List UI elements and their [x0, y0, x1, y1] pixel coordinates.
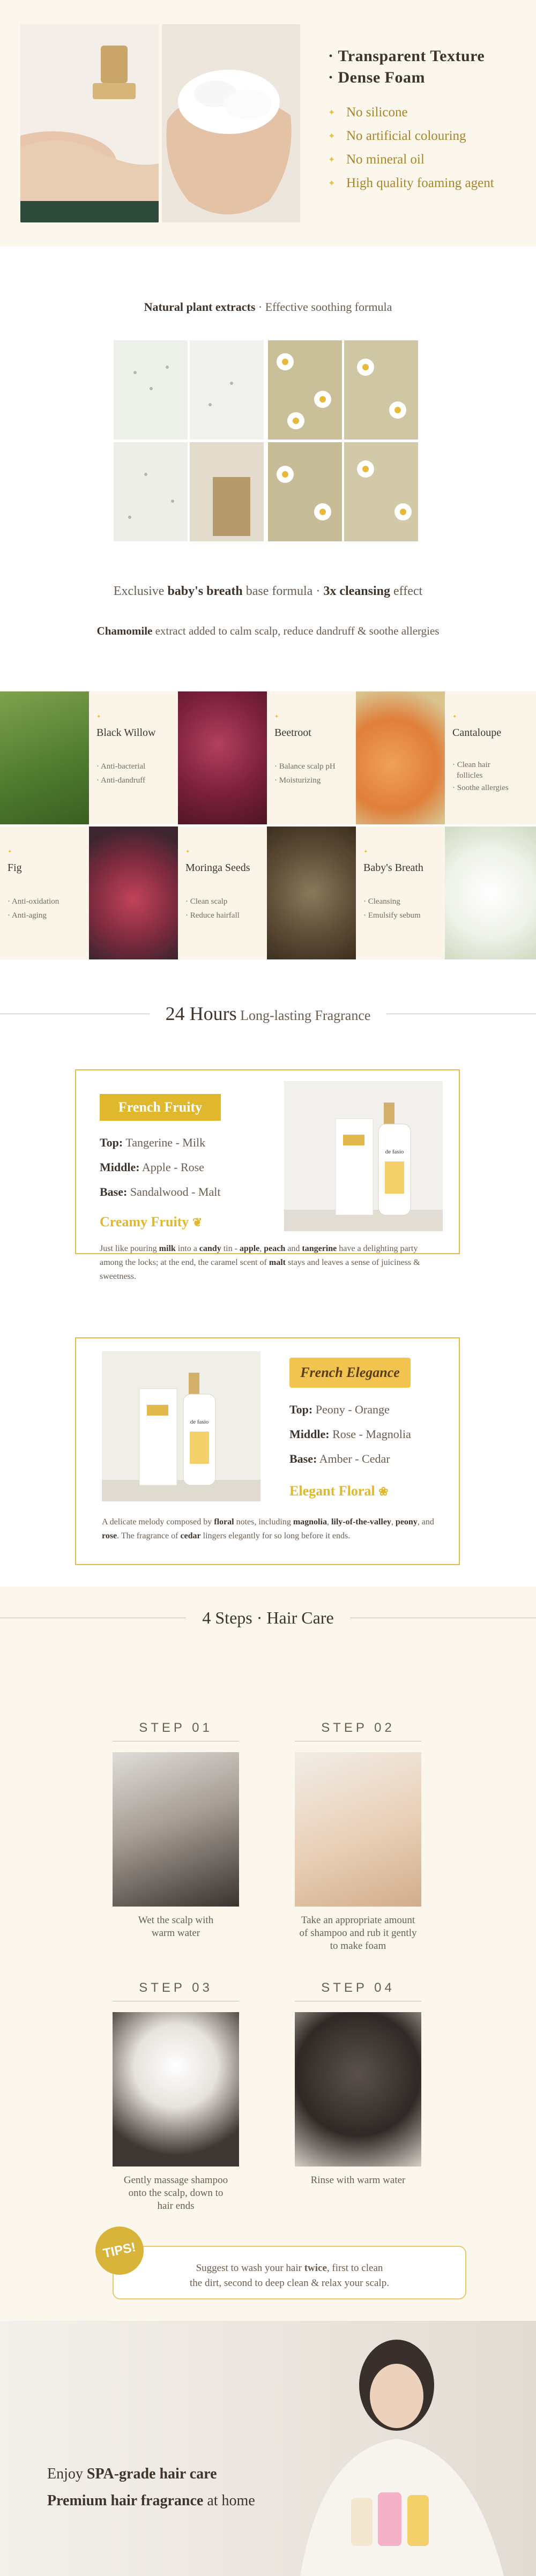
leaf-icon: ❦	[192, 1216, 203, 1229]
step-card	[295, 1721, 421, 1953]
note-base: Base: Amber - Cedar	[289, 1452, 390, 1465]
step-caption: Take an appropriate amount of shampoo and rub it gently to make foam	[299, 1915, 417, 1952]
ingredient-name: Cantaloupe	[452, 727, 502, 739]
step-caption: Wet the scalp with warm water	[138, 1915, 214, 1939]
note-top: Top: Peony - Orange	[289, 1403, 390, 1416]
tips-badge: TIPS!	[91, 2222, 148, 2280]
product-bottle-photo	[102, 1351, 260, 1501]
desc-text: have a delighting party among the locks; at the end, the caramel scent of	[100, 1244, 418, 1267]
hair-care-steps-section	[0, 1587, 536, 2321]
ingredient-benefit: · Anti-dandruff	[96, 776, 145, 785]
foam-in-hands-photo	[162, 24, 300, 222]
fragrance-description	[100, 1242, 437, 1284]
step-card	[295, 1981, 421, 2187]
feature-list	[328, 101, 494, 195]
step-label: STEP 04	[295, 1981, 421, 2001]
desc-text: into a	[175, 1244, 199, 1253]
ingredient-name: Black Willow	[96, 727, 156, 739]
ingredient-card-cantaloupe	[445, 691, 536, 824]
tips-box: Suggest to wash your hair twice, first to clean the dirt, second to deep clean & relax your scalp.	[113, 2246, 466, 2299]
feature-item: ✦ High quality foaming agent	[328, 176, 494, 190]
step-card	[113, 1981, 239, 2213]
desc-text: , and	[417, 1517, 434, 1527]
desc-text: tin -	[221, 1244, 240, 1253]
step-caption: Gently massage shampoo onto the scalp, down to hair ends	[123, 2175, 228, 2212]
feature-title-2: · Dense Foam	[328, 69, 425, 86]
sparkle-icon: ✦	[328, 179, 336, 188]
desc-text: A delicate melody composed by	[102, 1517, 214, 1527]
note-middle: Middle: Apple - Rose	[100, 1160, 204, 1174]
pump-bottle-hand-photo	[20, 24, 159, 222]
ingredient-name: Fig	[8, 862, 22, 874]
feature-item: ✦ No silicone	[328, 105, 408, 120]
ingredients-grid	[0, 691, 536, 959]
highlight-word: candy	[199, 1244, 221, 1253]
ingredient-benefit: · Cleansing	[363, 897, 400, 906]
highlight-word: milk	[159, 1244, 176, 1253]
foam-hands-illustration	[162, 24, 300, 222]
highlight-word: apple	[239, 1244, 260, 1253]
highlight-word: rose	[102, 1531, 117, 1540]
texture-section	[0, 0, 536, 247]
moringa-seeds-photo	[267, 827, 356, 959]
ingredient-benefit: · Clean scalp	[185, 897, 228, 906]
fragrance-accent: Creamy Fruity ❦	[100, 1214, 203, 1230]
black-willow-photo	[0, 691, 89, 824]
feature-item: ✦ No mineral oil	[328, 152, 425, 167]
highlight-word: lily-of-the-valley	[331, 1517, 391, 1527]
ingredient-card-beetroot	[267, 691, 356, 824]
highlight-word: cedar	[180, 1531, 201, 1540]
ingredient-name: Moringa Seeds	[185, 862, 250, 874]
step-label: STEP 02	[295, 1721, 421, 1741]
beetroot-photo	[178, 691, 267, 824]
sparkle-icon: ✦	[328, 108, 336, 117]
ingredient-benefit: · Balance scalp pH	[274, 762, 336, 771]
sparkle-icon: ✦	[185, 849, 190, 855]
desc-text: ,	[326, 1517, 331, 1527]
note-base: Base: Sandalwood - Malt	[100, 1185, 221, 1198]
desc-text: Just like pouring	[100, 1244, 159, 1253]
desc-text: notes, including	[234, 1517, 293, 1527]
fragrance-tag: French Elegance	[289, 1358, 411, 1388]
desc-text: ,	[259, 1244, 264, 1253]
ingredient-benefit: · Reduce hairfall	[185, 911, 240, 920]
pump-hand-illustration	[20, 24, 159, 222]
lotus-icon: ❀	[378, 1485, 389, 1498]
formula-line-1: Exclusive baby's breath base formula · 3x cleansing effect	[113, 584, 423, 598]
fragrance-accent: Elegant Floral ❀	[289, 1483, 389, 1499]
ingredient-card-fig	[0, 827, 89, 959]
closing-banner	[0, 2321, 536, 2576]
ingredient-benefit: · Emulsify sebum	[363, 911, 421, 920]
ingredient-benefit: follicles	[457, 771, 483, 780]
ingredient-card-moringa-seeds	[178, 827, 267, 959]
feature-title-1: · Transparent Texture	[328, 47, 485, 65]
product-bottle-photo	[284, 1081, 443, 1231]
babys-breath-chamomile-collage	[114, 340, 418, 541]
fragrance-tag: French Fruity	[100, 1094, 221, 1121]
bottle-brand-label: de fasio	[190, 1419, 209, 1425]
feature-item: ✦ No artificial colouring	[328, 129, 466, 143]
desc-text: stays and leaves a sense of juiciness & sweetness.	[100, 1258, 420, 1281]
highlight-word: tangerine	[302, 1244, 337, 1253]
ingredient-benefit: · Anti-aging	[8, 911, 47, 920]
bottle-illustration	[284, 1081, 443, 1231]
fragrance-section	[0, 959, 536, 1587]
woman-with-products-illustration	[0, 2321, 536, 2576]
note-top: Top: Tangerine - Milk	[100, 1136, 206, 1149]
bottle-brand-label: de fasio	[385, 1149, 404, 1155]
ingredient-benefit: · Soothe allergies	[452, 784, 509, 792]
highlight-word: floral	[214, 1517, 234, 1527]
ingredient-name: Beetroot	[274, 727, 311, 739]
plant-photo-grid	[114, 340, 418, 541]
highlight-word: magnolia	[293, 1517, 327, 1527]
babys-breath-photo	[445, 827, 536, 959]
ingredient-benefit: · Anti-oxidation	[8, 897, 59, 906]
sparkle-icon: ✦	[452, 714, 457, 720]
ingredient-name: Baby's Breath	[363, 862, 423, 874]
desc-text: . The fragrance of	[117, 1531, 181, 1540]
step-label: STEP 03	[113, 1981, 239, 2001]
step-card	[113, 1721, 239, 1940]
highlight-word: peach	[264, 1244, 286, 1253]
fragrance-description	[102, 1515, 440, 1543]
step-label: STEP 01	[113, 1721, 239, 1741]
ingredient-card-black-willow	[89, 691, 178, 824]
step-photo	[295, 2012, 421, 2166]
step-photo	[113, 2012, 239, 2166]
ingredient-card-babys-breath	[356, 827, 445, 959]
fragrance-card-elegance	[75, 1337, 460, 1565]
note-middle: Middle: Rose - Magnolia	[289, 1427, 411, 1441]
cantaloupe-photo	[356, 691, 445, 824]
closing-line-1: Enjoy SPA-grade hair care	[47, 2466, 217, 2482]
step-caption: Rinse with warm water	[310, 2175, 406, 2186]
sparkle-icon: ✦	[328, 132, 336, 141]
closing-line-2: Premium hair fragrance at home	[47, 2492, 255, 2509]
desc-text: and	[285, 1244, 302, 1253]
step-photo	[113, 1752, 239, 1907]
fragrance-title: 24 Hours Long-lasting Fragrance	[0, 1002, 536, 1025]
steps-title: 4 Steps · Hair Care	[0, 1608, 536, 1628]
highlight-word: peony	[395, 1517, 418, 1527]
formula-line-2: Chamomile extract added to calm scalp, reduce dandruff & soothe allergies	[96, 624, 440, 637]
sparkle-icon: ✦	[328, 155, 336, 165]
step-photo	[295, 1752, 421, 1907]
sparkle-icon: ✦	[274, 714, 279, 720]
desc-text: ,	[391, 1517, 396, 1527]
ingredient-benefit: · Moisturizing	[274, 776, 321, 785]
formula-section	[0, 247, 536, 654]
ingredient-benefit: · Anti-bacterial	[96, 762, 146, 771]
sparkle-icon: ✦	[96, 714, 101, 720]
bottle-illustration	[102, 1351, 260, 1501]
ingredient-benefit: · Clean hair	[452, 761, 490, 769]
fragrance-card-fruity	[75, 1069, 460, 1281]
desc-text: lingers elegantly for so long before it ends.	[200, 1531, 351, 1540]
sparkle-icon: ✦	[363, 849, 368, 855]
sparkle-icon: ✦	[8, 849, 12, 855]
fig-photo	[89, 827, 178, 959]
formula-heading: Natural plant extracts · Effective soothing formula	[144, 300, 392, 314]
highlight-word: malt	[269, 1258, 286, 1267]
